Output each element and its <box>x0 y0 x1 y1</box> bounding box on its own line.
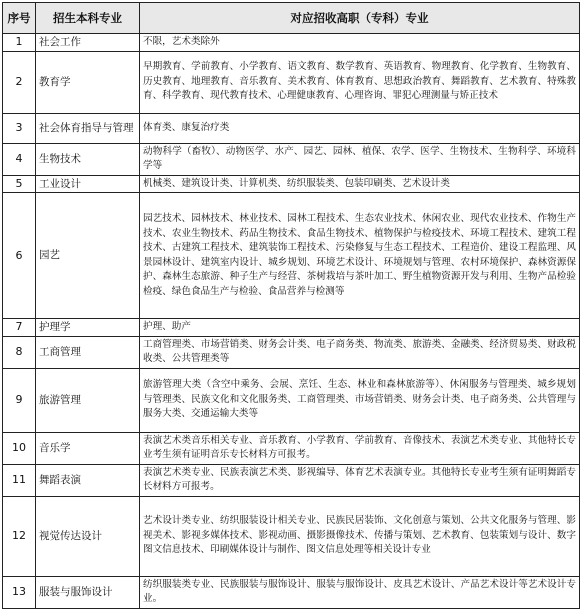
table-row <box>3 576 580 608</box>
major-name: 舞蹈表演 <box>36 464 140 496</box>
admissions-table <box>2 2 580 609</box>
row-number: 10 <box>3 432 36 464</box>
header-seq: 序号 <box>3 3 36 34</box>
related-majors: 不限，艺术类除外 <box>140 34 580 52</box>
related-majors: 动物科学（畜牧）、动物医学、水产、园艺、园林、植保、农学、医学、生物技术、生物科学、环境科学等 <box>140 143 580 175</box>
related-majors: 早期教育、学前教育、小学教育、语文教育、数学教育、英语教育、物理教育、化学教育、生物教育、历史教育、地理教育、音乐教育、美术教育、体育教育、思想政治教育、舞蹈教育、艺术教育、特殊教育、科学教育、现代教育技术、心理健康教育、心理咨询、罪犯心理测量与矫正技术 <box>140 51 580 113</box>
row-number: 7 <box>3 319 36 337</box>
major-name: 园艺 <box>36 193 140 319</box>
row-number: 1 <box>3 34 36 52</box>
table-row <box>3 113 580 143</box>
table-row <box>3 51 580 113</box>
row-number: 2 <box>3 51 36 113</box>
row-number: 8 <box>3 336 36 368</box>
related-majors: 纺织服装类专业、民族服装与服饰设计、服装与服饰设计、皮具艺术设计、产品艺术设计等艺术设计专业。 <box>140 576 580 608</box>
row-number: 6 <box>3 193 36 319</box>
major-name: 社会体育指导与管理 <box>36 113 140 143</box>
table-row <box>3 319 580 337</box>
table-row <box>3 432 580 464</box>
table-row <box>3 143 580 175</box>
major-name: 工商管理 <box>36 336 140 368</box>
related-majors: 工商管理类、市场营销类、财务会计类、电子商务类、物流类、旅游类、金融类、经济贸易类、财政税收类、公共管理类等 <box>140 336 580 368</box>
table-row <box>3 34 580 52</box>
related-majors: 护理、助产 <box>140 319 580 337</box>
row-number: 9 <box>3 368 36 432</box>
header-major: 招生本科专业 <box>36 3 140 34</box>
major-name: 视觉传达设计 <box>36 496 140 576</box>
row-number: 5 <box>3 175 36 193</box>
row-number: 12 <box>3 496 36 576</box>
related-majors: 园艺技术、园林技术、林业技术、园林工程技术、生态农业技术、休闲农业、现代农业技术、作物生产技术、农业生物技术、药品生物技术、食品生物技术、植物保护与检疫技术、环境工程技术、建筑工程技术、古建筑工程技术、建筑装饰工程技术、污染修复与生态工程技术、工程造价、建设工程监理、风景园林设计、建筑室内设计、城乡规划、环境艺术设计、环境规划与管理、农村环境保护、森林资源保护、森林生态旅游、种子生产与经营、茶树栽培与茶叶加工、野生植物资源开发与利用、生物产品检验检疫、绿色食品生产与检验、食品营养与检测等 <box>140 193 580 319</box>
major-name: 教育学 <box>36 51 140 113</box>
major-name: 护理学 <box>36 319 140 337</box>
related-majors: 旅游管理大类（含空中乘务、会展、烹饪、生态、林业和森林旅游等）、休闲服务与管理类、城乡规划与管理类、民族文化和文化服务类、工商管理类、市场营销类、财务会计类、电子商务类、公共管理与服务大类、交通运输大类等 <box>140 368 580 432</box>
related-majors: 体育类、康复治疗类 <box>140 113 580 143</box>
row-number: 13 <box>3 576 36 608</box>
major-name: 旅游管理 <box>36 368 140 432</box>
table-header <box>3 3 580 34</box>
table-row <box>3 496 580 576</box>
major-name: 音乐学 <box>36 432 140 464</box>
related-majors: 机械类、建筑设计类、计算机类、纺织服装类、包装印刷类、艺术设计类 <box>140 175 580 193</box>
table-row <box>3 193 580 319</box>
table-row <box>3 368 580 432</box>
table-row <box>3 464 580 496</box>
related-majors: 艺术设计类专业、纺织服装设计相关专业、民族民居装饰、文化创意与策划、公共文化服务与管理、影视美术、影视多媒体技术、影视动画、摄影摄像技术、传播与策划、艺术教育、包装策划与设计、数字图文信息技术、印刷媒体设计与制作、图文信息处理等相关设计专业 <box>140 496 580 576</box>
related-majors: 表演艺术类音乐相关专业、音乐教育、小学教育、学前教育、音像技术、表演艺术类专业、其他特长专业考生须有证明音乐专长材料方可报考。 <box>140 432 580 464</box>
row-number: 11 <box>3 464 36 496</box>
row-number: 3 <box>3 113 36 143</box>
header-row <box>3 3 580 34</box>
row-number: 4 <box>3 143 36 175</box>
major-name: 生物技术 <box>36 143 140 175</box>
major-name: 工业设计 <box>36 175 140 193</box>
table-row <box>3 175 580 193</box>
table-row <box>3 336 580 368</box>
header-related: 对应招收高职（专科）专业 <box>140 3 580 34</box>
major-name: 服装与服饰设计 <box>36 576 140 608</box>
table-body <box>3 34 580 609</box>
related-majors: 表演艺术类专业、民族表演艺术类、影视编导、体育艺术表演专业。其他特长专业考生须有证明舞蹈专长材料方可报考。 <box>140 464 580 496</box>
major-name: 社会工作 <box>36 34 140 52</box>
